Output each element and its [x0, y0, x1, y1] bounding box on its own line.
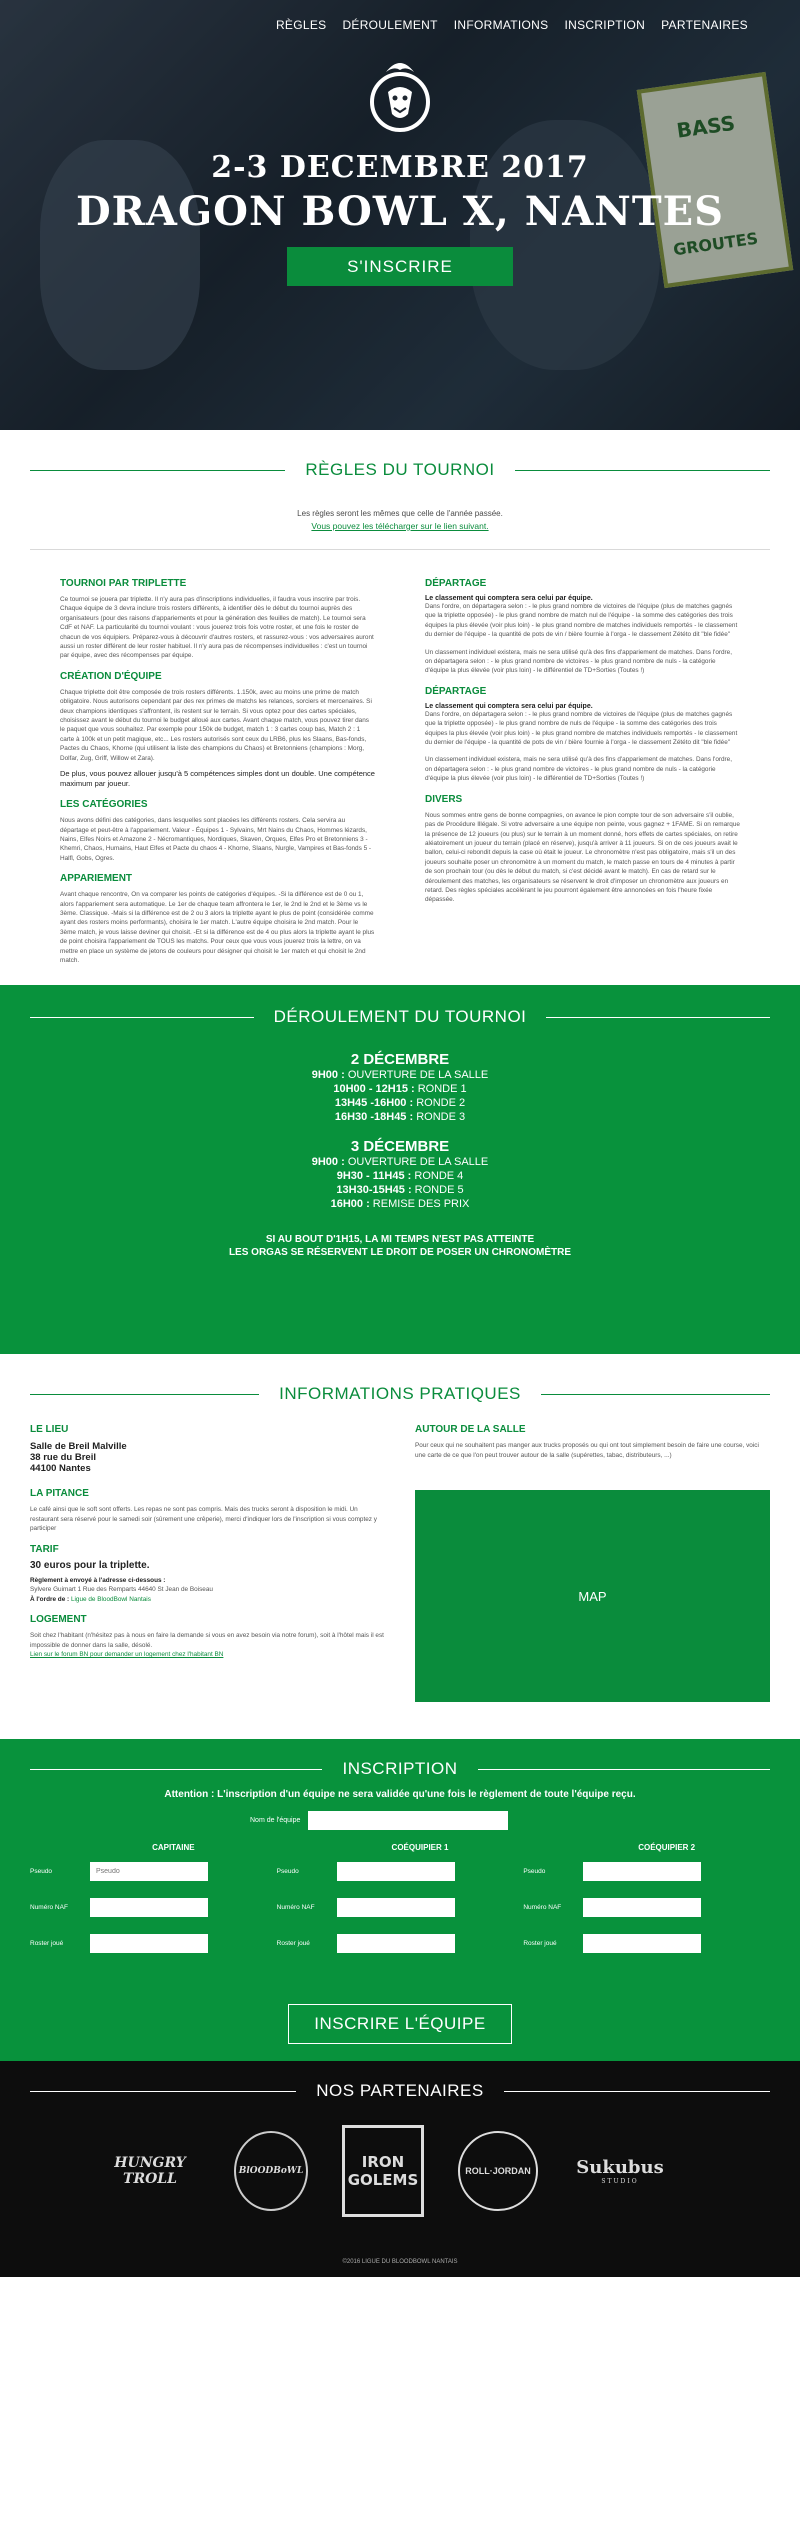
nav-link-deroulement[interactable]: DÉROULEMENT — [342, 18, 438, 32]
info-heading: AUTOUR DE LA SALLE — [415, 1424, 526, 1436]
area-map[interactable]: MAP — [415, 1490, 770, 1702]
rules-title — [0, 460, 800, 480]
rule-subheading: Le classement qui comptera sera celui par équipe. — [425, 595, 593, 602]
rule-text: Dans l'ordre, on départagera selon : - le plus grand nombre de victoires de l'équipe (plus de matches gagnés que la triplette opposée) - le plus grand nombre de match nul de l'équipe - la somme des catégories des trois équipes la plus élevée (voir plus loin) - le plus grand nombre de matches individuels remportés - le classement du dernier de l'équipe - la quantité de pots de vin / bière fournie à l'orga - le classement Zététo dit "ble fidée" — [425, 603, 738, 639]
program-slot: 13H45 -16H00 : RONDE 2 — [334, 1097, 466, 1110]
teammate2-pseudo-input[interactable] — [583, 1862, 701, 1881]
teammate1-pseudo-input[interactable] — [337, 1862, 455, 1881]
nav-link-informations[interactable]: INFORMATIONS — [453, 18, 549, 32]
nav-link-inscription[interactable]: INSCRIPTION — [564, 18, 646, 32]
program-slot: 13H30-15H45 : RONDE 5 — [336, 1184, 464, 1197]
rules-section — [0, 430, 800, 985]
payment-address: Sylvere Guimart 1 Rue des Remparts 44640 St Jean de Boiseau — [30, 1586, 213, 1594]
rules-columns — [30, 549, 770, 965]
partners-title — [0, 2081, 800, 2101]
rule-text: Chaque triplette doit être composée de trois rosters différents. 1.150k, avec au moins une prime de match obligatoire. Nous autorisons cependant par des rex primes de matchs les relances, sorciers et mercenaires. Si deux champions identiques s'affrontent, ils restent sur le terrain. Si vous optez pour des cartes spéciales, choisissez avant le début du tournoi le budget alloué aux cartes. Avant chaque match, vous pouvez tirer dans le paquet que vous souhaitez. Par exemple pour 150k de budget, match 1 : 3 cartes coup bas, Match 2 : 1 carte à 100k et un petit magique, etc... Les rosters autorisés sont ceux du LRB6, plus les Slaans, Bas-fonds, Pactes du Chaos, Khorne (qui utilisent la liste des champions du Chaos) et Bretonniens (champions : Morg, Dolfar, Zug, Griff, Willow et Zara). — [60, 688, 372, 762]
lodging-forum-link[interactable]: Lien sur le forum BN pour demander un logement chez l'habitant BN — [30, 1651, 224, 1659]
rule-heading: DÉPARTAGE — [425, 685, 487, 697]
teammate1-naf-input[interactable] — [337, 1898, 455, 1917]
rule-text: Nous avons défini des catégories, dans lesquelles sont placées les différents rosters. Cela servira au départage et peut-être à l'appariement. Valeur - Équipes 1 - Sylvains, Mrt Nains du Chaos, Hommes lézards, Nains, Elfes Noirs et Amazone 2 - Nécromantiques, Nordiques, Skaven, Orques, Elfes Pro et Bretonniens 3 - Khemri, Chaos, Humains, Haut Elfes et Pacte du chaos 4 - Khorne, Slaans, Nurgle, Vampires et Bas-fonds 5 - Halfl, Gobs, Ogres. — [60, 817, 372, 862]
info-columns — [0, 1416, 800, 1702]
section-heading: RÈGLES DU TOURNOI — [305, 460, 495, 479]
info-title — [0, 1384, 800, 1404]
hero — [0, 0, 800, 430]
captain-column — [30, 1843, 277, 1970]
field-label: Roster joué — [30, 1940, 64, 1948]
price-text: 30 euros pour la triplette. — [30, 1559, 150, 1571]
venue-city: 44100 Nantes — [30, 1463, 91, 1475]
rules-intro-text: Les règles seront les mêmes que celle de l'année passée. — [297, 509, 503, 518]
info-heading: TARIF — [30, 1543, 59, 1555]
rule-heading: APPARIEMENT — [60, 873, 133, 885]
rule-text: Dans l'ordre, on départagera selon : - le plus grand nombre de victoires de l'équipe (plus de matches gagnés que la triplette opposée) - le plus grand nombre de nuls de l'équipe - la somme des catégories des trois équipes la plus élevée (voir plus loin) - le plus grand nombre de matches individuels remportés - le classement du dernier de l'équipe - la quantité de pots de vin / bière fournie à l'orga - le classement Zététo dit "ble fidée" — [425, 710, 738, 747]
rule-text: Avant chaque rencontre, On va comparer les points de catégories d'équipes. -Si la différence est de 0 ou 1, alors l'appariement sera automatique. Le 1er de chaque team affrontera le 1er, le 2nd le 2nd et le 3ème vs le 3ème. Classique. -Mais si la différence est de 2 ou 3 alors la triplette ayant le plus de point (considérée comme ayant des rosters moins performants), choisira le 1er match. L'autre équipe choisira le 2nd match. Pour le 3ème match, je vous laisse deviner qui choisit. -Et si la différence est de 4 ou plus alors la triplette ayant le plus de point choisira l'appariement de TOUS les matchs. Pour ceux que vous vous jouerez trois la lettre, on va mettre en place un système de jetons de couleurs pour désigner qui choisit le 1er match et qui choisit le 2nd match. — [60, 891, 375, 964]
field-label: Pseudo — [30, 1868, 53, 1876]
field-label: Numéro NAF — [276, 1904, 315, 1912]
info-heading: LE LIEU — [30, 1424, 69, 1436]
info-section — [0, 1354, 800, 1739]
program-title — [0, 1007, 800, 1027]
program-slot: 9H00 : OUVERTURE DE LA SALLE — [311, 1069, 489, 1082]
player-heading: CAPITAINE — [152, 1843, 195, 1853]
rules-right-column — [425, 568, 740, 965]
registration-title — [0, 1759, 800, 1779]
teammate2-naf-input[interactable] — [583, 1898, 701, 1917]
program-slot: 16H30 -18H45 : RONDE 3 — [334, 1111, 466, 1124]
section-heading: INSCRIPTION — [342, 1759, 458, 1779]
partner-logo-bloodbowl[interactable]: BlOODBoWL — [234, 2131, 308, 2211]
field-label: Roster joué — [523, 1940, 557, 1948]
program-slot: 9H00 : OUVERTURE DE LA SALLE — [311, 1156, 489, 1169]
field-label: Pseudo — [523, 1868, 546, 1876]
rule-heading: LES CATÉGORIES — [60, 799, 148, 811]
info-left-column: LE LIEU Salle de Breil Malville 38 rue du Breil 44100 Nantes LA PITANCE Le café ainsi que le soft sont offerts. Les repas ne sont pas compris. Mais des trucks seront à disposition le midi. Un restaurant sera réservé pour le samedi soir (sûrement une crêperie), merci d'indiquer lors de l'inscription si vous comptez y participer TARIF 30 euros pour la triplette. Règlement à envoyé à l'adresse ci-dessous : Sylvere Guimart 1 Rue des Remparts 44640 St Jean de Boiseau À l'ordre de : Ligue de BloodBowl Nantais LOGEMENT Soit chez l'habitant (n'hésitez pas à nous en faire la demande si vous en avez besoin via notre forum), soit à l'hôtel mais il est impossible de donner dans la salle, désolé. Lien sur le forum BN pour demander un logement chez l'habitant BN — [30, 1424, 384, 1659]
program-day: 3 DÉCEMBRE — [350, 1138, 450, 1156]
team-name-row — [250, 1811, 508, 1830]
field-label: Numéro NAF — [523, 1904, 562, 1912]
teammate1-column — [277, 1843, 524, 1970]
rule-heading: CRÉATION D'ÉQUIPE — [60, 670, 162, 682]
rule-heading: DIVERS — [425, 793, 463, 805]
rules-left-column — [60, 568, 375, 965]
section-heading: NOS PARTENAIRES — [316, 2081, 484, 2101]
register-button[interactable]: S'INSCRIRE — [287, 247, 513, 286]
partners-section — [0, 2061, 800, 2277]
team-name-label: Nom de l'équipe — [250, 1817, 301, 1825]
partner-logo-sukubus[interactable]: Sukubus STUDIO — [576, 2157, 664, 2186]
captain-naf-input[interactable] — [90, 1898, 208, 1917]
program-slot: 10H00 - 12H15 : RONDE 1 — [333, 1083, 467, 1096]
rule-heading: DÉPARTAGE — [425, 578, 487, 589]
program-section — [0, 985, 800, 1354]
rules-download-link[interactable]: Vous pouvez les télécharger sur le lien suivant. — [311, 521, 489, 531]
venue-street: 38 rue du Breil — [30, 1452, 96, 1464]
player-heading: COÉQUIPIER 1 — [391, 1843, 449, 1853]
section-heading: INFORMATIONS PRATIQUES — [279, 1384, 521, 1404]
copyright: ©2016 LIGUE DU BLOODBOWL NANTAIS — [342, 2259, 458, 2266]
rule-emphasis: De plus, vous pouvez allouer jusqu'à 5 compétences simples dont un double. Une compétence maximum par joueur. — [60, 769, 375, 789]
info-text: Le café ainsi que le soft sont offerts. Les repas ne sont pas compris. Mais des trucks seront à disposition le midi. Un restaurant sera réservé pour le samedi soir (sûrement une crêperie), merci d'indiquer lors de l'inscription si vous comptez y participer — [30, 1506, 377, 1533]
registration-warning: Attention : L'inscription d'un équipe ne sera validée qu'une fois le règlement de toute l'équipe reçu. — [164, 1789, 636, 1801]
players-grid — [30, 1843, 770, 1970]
rule-text: Nous sommes entre gens de bonne compagnies, on avance le pion compte tour de son adversaire s'il oublie, pas de Procédure Illégale. Si votre adversaire a une équipe non peinte, vous gagnez + 1FAME. Si on remarque la présence de 12 joueurs (ou plus) sur le terrain à un moment donné, hors effets de cartes spéciales, on retire aléatoirement un joueur du terrain (placé en réserve), jusqu'à arriver à 11 joueurs. Si on de ces joueurs avait le ballon, celui-ci rebondit depuis la case où était le joueur. Le chronomètre n'est pas obligatoire, mais s'il un des joueurs souhaite poser un chronomètre à un moment du match, le match passe en tours de 4 minutes à partir de son prochain tour (ou dès le début du match, si c'est décidé avant le match). En cas de retard sur le déroulement des matches, les organisateurs se réservent le droit d'imposer un chronomètre aux joueurs en retard. Des règles spéciales accélérant le jeu pourront également être annoncées en fois l'heure fixée dépassée. — [425, 811, 740, 904]
info-text: Pour ceux qui ne souhaitent pas manger aux trucks proposés ou qui ont tout simplement besoin de faire une course, voici une carte de ce que l'on peut trouver autour de la salle (supérettes, tabac, distributeurs, ...) — [415, 1442, 759, 1459]
info-text: Soit chez l'habitant (n'hésitez pas à nous en faire la demande si vous en avez besoin via notre forum), soit à l'hôtel mais il est impossible de donner dans la salle, désolé. — [30, 1632, 384, 1649]
nav-link-regles[interactable]: RÈGLES — [275, 18, 327, 32]
banner-text: BASS — [675, 110, 737, 143]
field-label: Numéro NAF — [30, 1904, 68, 1912]
team-name-input[interactable] — [308, 1811, 508, 1830]
venue-name: Salle de Breil Malville — [30, 1441, 127, 1453]
captain-pseudo-input[interactable] — [90, 1862, 208, 1881]
captain-roster-input[interactable] — [90, 1934, 208, 1953]
event-title: DRAGON BOWL X, NANTES — [75, 188, 724, 235]
info-heading: LOGEMENT — [30, 1614, 87, 1626]
rules-intro — [0, 508, 800, 533]
field-label: Roster joué — [276, 1940, 310, 1948]
section-heading: DÉROULEMENT DU TOURNOI — [273, 1007, 527, 1027]
teammate2-column — [523, 1843, 770, 1970]
info-right-column — [415, 1416, 770, 1702]
rule-text: Ce tournoi se jouera par triplette. Il n'y aura pas d'inscriptions individuelles, il faudra vous inscrire par trois. Chaque équipe de 3 devra inclure trois rosters différents, à identifier dès le début du tournoi auprès des organisateurs (pour des raisons d'appariements et pour la génération des feuilles de match). Le tournoi sera CdF et NAF. La particularité du tournoi voulant : vous jouerez trois fois votre roster, et une fois le roster de chacun de vos équipiers. Préparez-vous à découvrir d'autres rosters, et rassurez-vous : vos adversaires auront aussi un roster différent de leur roster habituel. Il n'y aura pas de récompenses individuelles : c'est un tournoi par équipe, avec des récompenses par équipe. — [60, 596, 374, 660]
top-nav — [276, 18, 800, 32]
rule-text: Un classement individuel existera, mais ne sera utilisé qu'à des fins d'appariement de matches. Dans l'ordre, on départagera selon : - le plus grand nombre de victoires - le plus grand nombre de nuls - la catégorie d'équipe la plus élevée (voir plus loin) - le différentiel de TD+Sorties (Toutes !) — [425, 648, 733, 675]
program-slot: 9H30 - 11H45 : RONDE 4 — [336, 1170, 464, 1183]
partner-logo-hungry-troll[interactable]: HUNGRY TROLL — [114, 2155, 186, 2188]
event-date: 2-3 DECEMBRE 2017 — [211, 150, 589, 185]
info-heading: LA PITANCE — [30, 1488, 89, 1500]
program-note: SI AU BOUT D'1H15, LA MI TEMPS N'EST PAS ATTEINTE LES ORGAS SE RÉSERVENT LE DROIT DE POSER UN CHRONOMÈTRE — [228, 1234, 572, 1259]
teammate1-roster-input[interactable] — [337, 1934, 455, 1953]
teammate2-roster-input[interactable] — [583, 1934, 701, 1953]
rule-heading: TOURNOI PAR TRIPLETTE — [60, 578, 187, 589]
registration-section — [0, 1739, 800, 2061]
info-text: Règlement à envoyé à l'adresse ci-dessous : — [30, 1577, 166, 1584]
partner-logo-roll-jordan[interactable]: ROLL·JORDAN — [458, 2131, 538, 2211]
submit-team-button[interactable]: INSCRIRE L'ÉQUIPE — [288, 2004, 512, 2044]
rule-text: Un classement individuel existera, mais ne sera utilisé qu'à des fins d'appariement de matches. Dans l'ordre, on départagera selon : - le plus grand nombre de victoires - le plus grand nombre de nuls - la catégorie d'équipe la plus élevée (voir plus loin) - le différentiel de TD+Sorties (Toutes !) — [425, 756, 733, 783]
nav-link-partenaires[interactable]: PARTENAIRES — [661, 18, 748, 32]
banner-text: GROUTES — [672, 228, 760, 260]
field-label: Pseudo — [276, 1868, 299, 1876]
partner-logo-iron-golems[interactable]: IRON GOLEMS — [342, 2125, 424, 2217]
partner-logos — [100, 2125, 668, 2217]
player-heading: COÉQUIPIER 2 — [638, 1843, 696, 1853]
dragon-logo-icon — [366, 52, 434, 136]
program-day: 2 DÉCEMBRE — [350, 1051, 450, 1069]
program-slot: 16H00 : REMISE DES PRIX — [330, 1198, 470, 1211]
rule-subheading: Le classement qui comptera sera celui par équipe. — [425, 702, 593, 710]
